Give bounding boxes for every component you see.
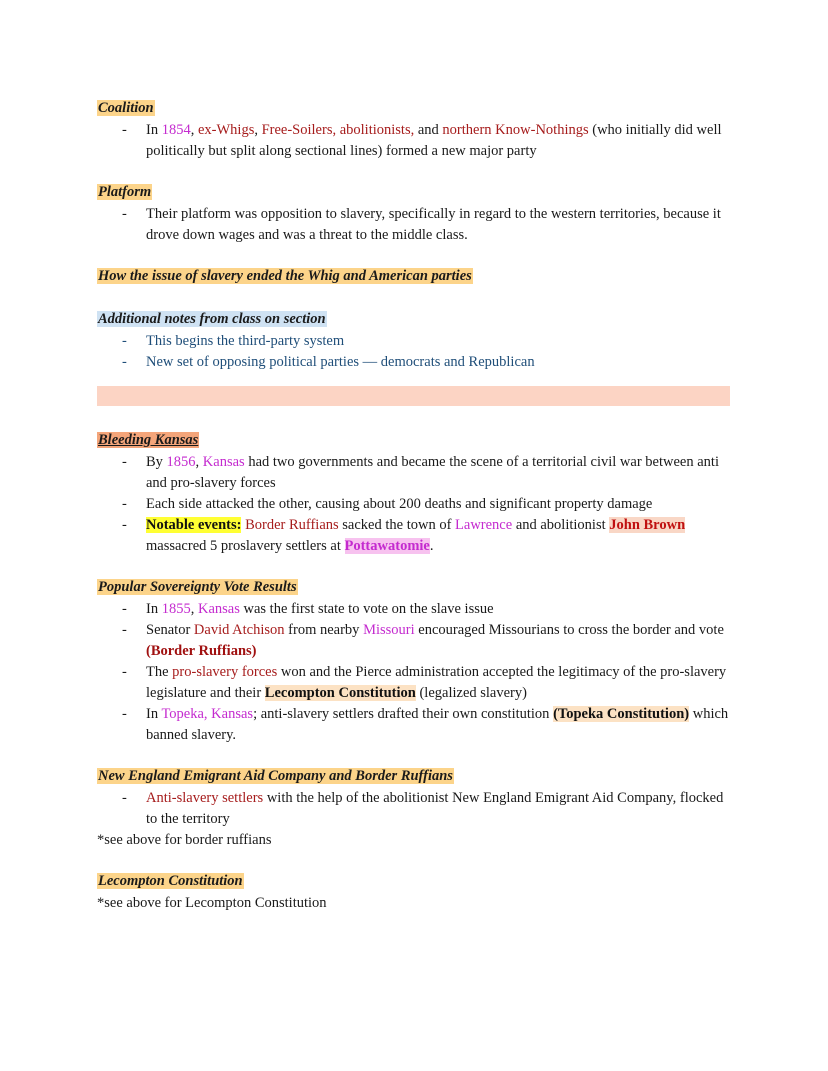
text: encouraged Missourians to cross the border and vote bbox=[414, 622, 724, 638]
list-item bbox=[97, 662, 737, 704]
section-divider bbox=[97, 386, 730, 406]
topeka-constitution: (Topeka Constitution) bbox=[553, 706, 690, 722]
david-atchison: David Atchison bbox=[193, 622, 285, 638]
text: Senator bbox=[146, 622, 194, 638]
list-item bbox=[97, 788, 737, 830]
kansas: Kansas bbox=[202, 454, 245, 470]
bullet-dash: - bbox=[122, 206, 127, 222]
list-item bbox=[97, 620, 737, 662]
list-item bbox=[97, 204, 737, 246]
free-soilers: Free-Soilers, abolitionists, bbox=[261, 122, 415, 138]
text: (who initially did well politically but split along sectional lines) formed a new major party bbox=[146, 122, 722, 159]
bullet-dash: - bbox=[122, 622, 127, 638]
text: won and the Pierce administration accepted the legitimacy of the pro-slavery legislature and their bbox=[146, 664, 727, 701]
topeka-kansas: Topeka, Kansas bbox=[161, 706, 254, 722]
anti-slavery-settlers: Anti-slavery settlers bbox=[146, 790, 264, 806]
pro-slavery-forces: pro-slavery forces bbox=[172, 664, 278, 680]
border-ruffians: (Border Ruffians) bbox=[146, 643, 257, 659]
text: The bbox=[146, 664, 173, 680]
text: massacred 5 proslavery settlers at bbox=[146, 538, 345, 554]
list-item bbox=[97, 515, 737, 557]
year-1856: 1856 bbox=[166, 454, 196, 470]
know-nothings: northern Know-Nothings bbox=[442, 122, 589, 138]
section-heading-coalition: Coalition bbox=[98, 100, 154, 116]
text: . bbox=[429, 538, 434, 554]
class-notes-list bbox=[97, 331, 737, 373]
note-border-ruffians: *see above for border ruffians bbox=[97, 832, 272, 848]
text: New set of opposing political parties — democrats and Republican bbox=[146, 354, 535, 370]
text: By bbox=[146, 454, 167, 470]
bullet-dash: - bbox=[122, 706, 127, 722]
section-heading-whig: How the issue of slavery ended the Whig and American parties bbox=[98, 268, 472, 284]
text: In bbox=[146, 601, 162, 617]
bullet-dash: - bbox=[122, 333, 127, 349]
note-lecompton: *see above for Lecompton Constitution bbox=[97, 895, 327, 911]
coalition-list bbox=[97, 120, 737, 162]
text: Their platform was opposition to slavery, specifically in regard to the western territories, because it drove down wages and was a threat to the middle class. bbox=[146, 206, 721, 243]
bullet-dash: - bbox=[122, 517, 127, 533]
lawrence: Lawrence bbox=[455, 517, 513, 533]
text: from nearby bbox=[284, 622, 364, 638]
bullet-dash: - bbox=[122, 790, 127, 806]
bullet-dash: - bbox=[122, 496, 127, 512]
section-heading-lecompton: Lecompton Constitution bbox=[98, 873, 243, 889]
year-1855: 1855 bbox=[161, 601, 191, 617]
text: This begins the third-party system bbox=[146, 333, 345, 349]
emigrant-aid-list bbox=[97, 788, 737, 830]
text: (legalized slavery) bbox=[415, 685, 527, 701]
bullet-dash: - bbox=[122, 354, 127, 370]
platform-list bbox=[97, 204, 737, 246]
list-item bbox=[97, 704, 737, 746]
text: and bbox=[414, 122, 443, 138]
border-ruffians: Border Ruffians bbox=[241, 517, 339, 533]
section-heading-platform: Platform bbox=[98, 184, 152, 200]
text: and abolitionist bbox=[512, 517, 610, 533]
pottawatomie: Pottawatomie bbox=[344, 538, 430, 554]
text: , bbox=[254, 122, 262, 138]
section-heading-class-notes: Additional notes from class on section bbox=[98, 311, 326, 327]
text: Each side attacked the other, causing about 200 deaths and significant property damage bbox=[146, 496, 653, 512]
notes-page bbox=[97, 98, 737, 914]
lecompton-constitution: Lecompton Constitution bbox=[264, 685, 416, 701]
missouri: Missouri bbox=[363, 622, 415, 638]
bleeding-kansas-list bbox=[97, 452, 737, 557]
ex-whigs: ex-Whigs bbox=[197, 122, 255, 138]
section-heading-bleeding-kansas: Bleeding Kansas bbox=[98, 432, 199, 448]
text: In bbox=[146, 706, 162, 722]
text: , bbox=[195, 454, 203, 470]
bullet-dash: - bbox=[122, 122, 127, 138]
list-item bbox=[97, 352, 737, 373]
text: had two governments and became the scene of a territorial civil war between anti and pro-slavery forces bbox=[146, 454, 719, 491]
list-item bbox=[97, 331, 737, 352]
text: which banned slavery. bbox=[146, 706, 729, 743]
john-brown: John Brown bbox=[609, 517, 686, 533]
text: sacked the town of bbox=[338, 517, 456, 533]
section-heading-emigrant-aid: New England Emigrant Aid Company and Border Ruffians bbox=[98, 768, 453, 784]
text: ; anti-slavery settlers drafted their own constitution bbox=[253, 706, 554, 722]
popular-sovereignty-list bbox=[97, 599, 737, 746]
notable-events-label: Notable events: bbox=[146, 517, 242, 533]
section-heading-popular-sovereignty: Popular Sovereignty Vote Results bbox=[98, 579, 297, 595]
text: In bbox=[146, 122, 162, 138]
text: was the first state to vote on the slave issue bbox=[239, 601, 494, 617]
text: , bbox=[190, 601, 198, 617]
kansas: Kansas bbox=[197, 601, 240, 617]
list-item bbox=[97, 494, 737, 515]
year-1854: 1854 bbox=[161, 122, 191, 138]
text: with the help of the abolitionist New England Emigrant Aid Company, flocked to the territory bbox=[146, 790, 724, 827]
text: , bbox=[190, 122, 198, 138]
bullet-dash: - bbox=[122, 601, 127, 617]
list-item bbox=[97, 452, 737, 494]
list-item bbox=[97, 599, 737, 620]
bullet-dash: - bbox=[122, 664, 127, 680]
bullet-dash: - bbox=[122, 454, 127, 470]
list-item bbox=[97, 120, 737, 162]
